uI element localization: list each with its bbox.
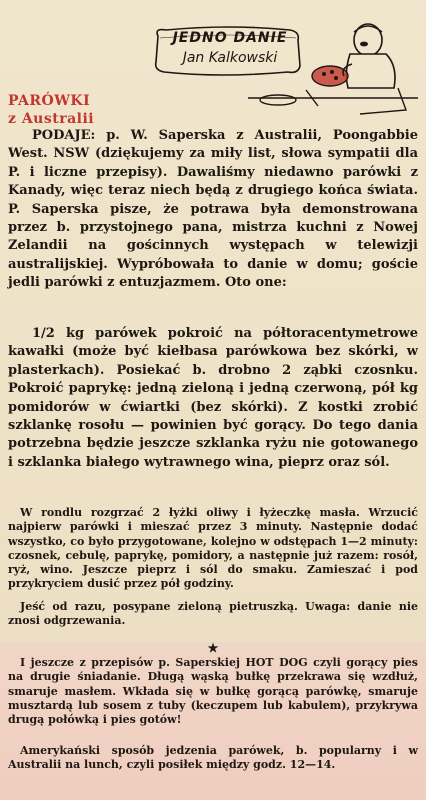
intro-lead: PODAJE: xyxy=(32,128,96,143)
intro-author: p. W. Saperska z Australii, xyxy=(106,128,323,143)
star-separator: ★ xyxy=(207,641,219,655)
paragraph-american: Amerykański sposób jedzenia parówek, b. popularny i w Australii na lunch, czyli posiłek między godz. 12—14. xyxy=(8,744,418,772)
hotdog-name: HOT DOG xyxy=(245,656,308,669)
paragraph-serving: Jeść od razu, posypane zieloną pietruszką. Uwaga: danie nie znosi odgrzewania. xyxy=(8,600,418,628)
paragraph-method: W rondlu rozgrzać 2 łyżki oliwy i łyżeczkę masła. Wrzucić najpierw parówki i mieszać przez 3 minuty. Następnie dodać wszystko, co było przygotowane, kolejno w odstępach 1—2 minuty: czosnek, cebulę, paprykę, pomidory, a następnie już razem: rosół, ryż, wino. Jeszcze pieprz i sól do smaku. Zamieszać i pod przykryciem dusić przez pół godziny. xyxy=(8,506,418,591)
diner-cartoon-illustration xyxy=(248,18,418,116)
article-title-line1: PARÓWKI xyxy=(8,93,91,109)
article-title xyxy=(8,92,94,128)
paragraph-intro xyxy=(8,127,418,293)
column-header xyxy=(0,0,426,127)
paragraph-hotdog xyxy=(8,656,418,727)
intro-text: Poongabbie West. NSW (dziękujemy za miły list, słowa sympatii dla P. i liczne przepisy). Dawaliśmy niedawno parówki z Kanady, więc teraz niech będą z drugiego końca świata. P. Saperska pisze, że potrawa była demonstrowana przez b. przystojnego pana, mistrza kuchni z Nowej Zelandii na gościnnych występach w telewizji australijskiej. Wypróbowała to danie w domu; goście jedli parówki z entuzjazmem. Oto one: xyxy=(8,128,419,291)
hotdog-intro: I jeszcze z przepisów p. Saperskiej xyxy=(20,656,240,669)
paragraph-ingredients: 1/2 kg parówek pokroić na półtoracentymetrowe kawałki (może być kiełbasa parówkowa bez skórki, w plasterkach). Posiekać b. drobno 2 ząbki czosnku. Pokroić paprykę: jedną zieloną i jedną czerwoną, pół kg pomidorów w ćwiartki (bez skórki). Z kostki zrobić szklankę rosołu — powinien być gorący. Do tego dania potrzebna będzie jeszcze szklanka ryżu nie gotowanego i szklanka białego wytrawnego wina, pieprz oraz sól. xyxy=(8,326,418,470)
logo-author: Jan Kalkowski xyxy=(182,50,278,66)
hotdog-text: czyli gorący pies na drugie śniadanie. Długą wąską bułkę przekrawa się wzdłuż, smaruje masłem. Wkłada się w bułkę gorącą parówkę, smaruje musztardą lub sosem z tuby (keczupem lub kabulem), przykrywa drugą połówką i pies gotów! xyxy=(8,656,418,727)
logo-title: JEDNO DANIE xyxy=(172,30,288,46)
article-title-line2: z Australii xyxy=(8,111,95,127)
